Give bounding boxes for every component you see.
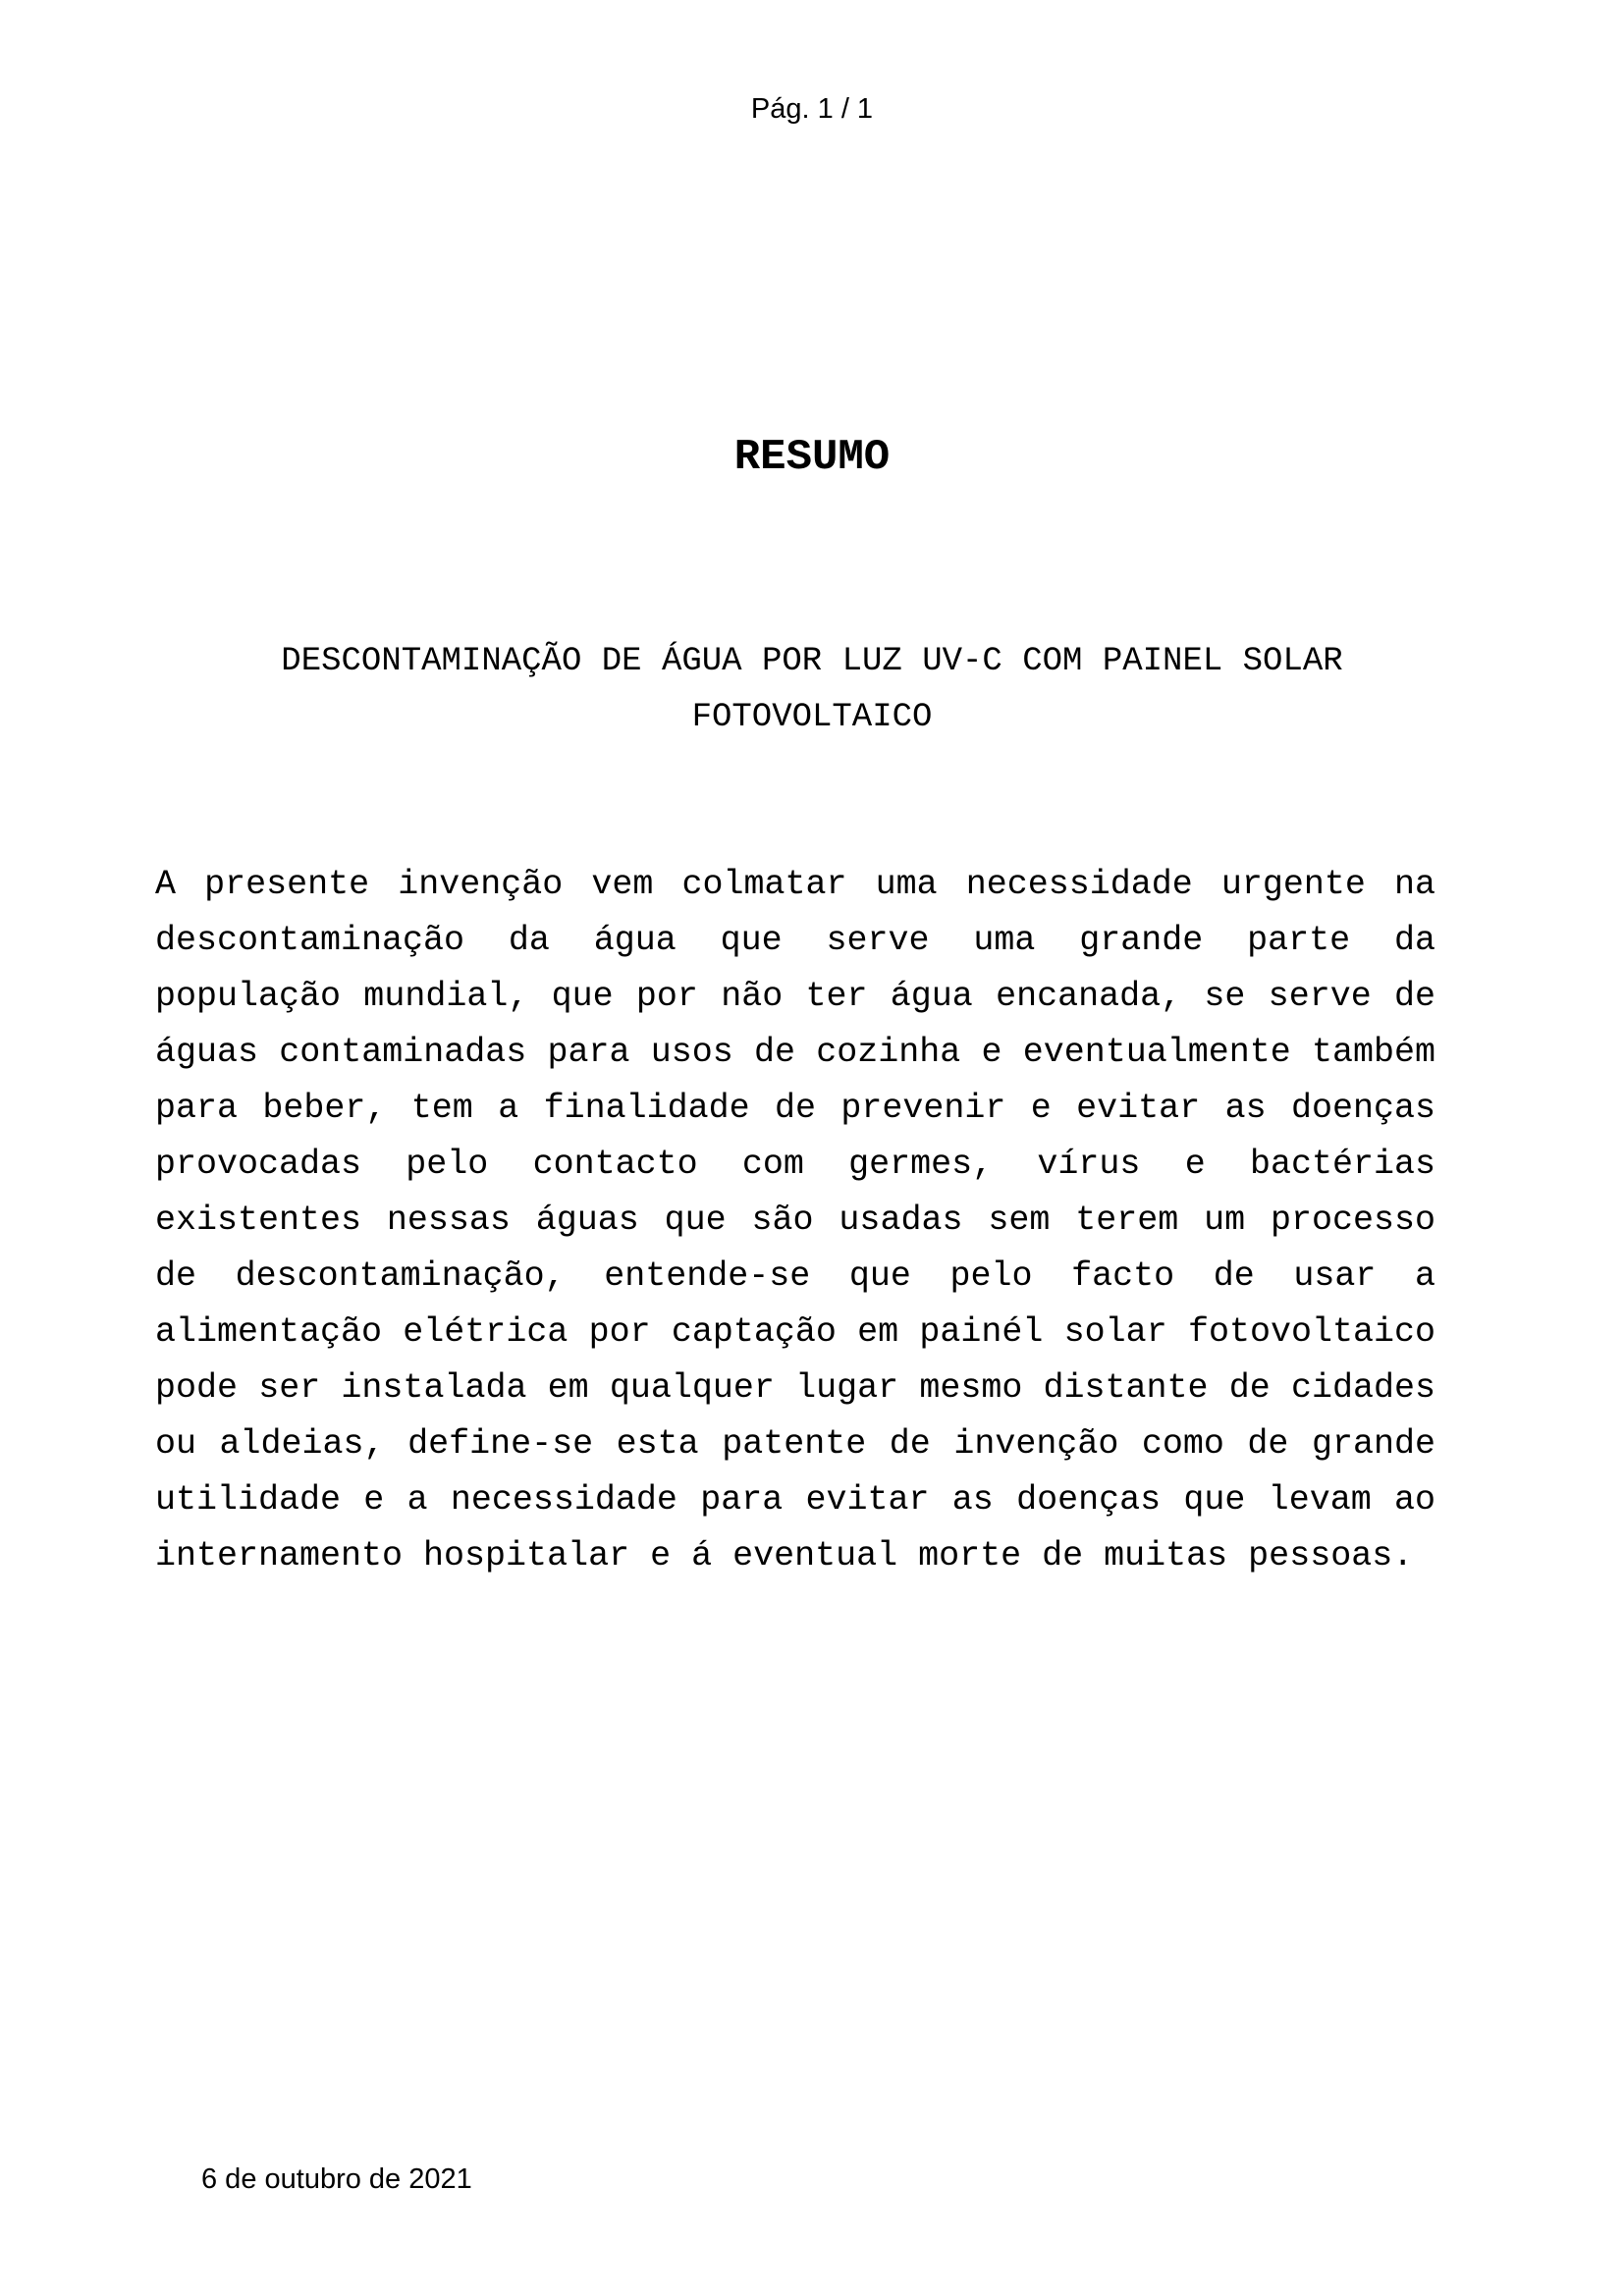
abstract-line: população mundial, que por não ter água encanada, se serve de xyxy=(155,977,1435,1016)
abstract-line: descontaminação da água que serve uma grande parte da xyxy=(155,921,1435,960)
abstract-line: provocadas pelo contacto com germes, vírus e bactérias xyxy=(155,1145,1435,1184)
invention-title-line: DESCONTAMINAÇÃO DE ÁGUA POR LUZ UV-C COM PAINEL SOLAR xyxy=(281,643,1343,680)
abstract-paragraph xyxy=(155,857,1435,1584)
invention-title xyxy=(0,634,1624,746)
abstract-line: internamento hospitalar e á eventual morte de muitas pessoas. xyxy=(155,1536,1414,1575)
abstract-line: de descontaminação, entende-se que pelo facto de usar a xyxy=(155,1256,1435,1296)
abstract-line: ou aldeias, define-se esta patente de invenção como de grande xyxy=(155,1424,1435,1464)
abstract-line: águas contaminadas para usos de cozinha e eventualmente também xyxy=(155,1033,1435,1072)
abstract-line: alimentação elétrica por captação em painél solar fotovoltaico xyxy=(155,1312,1435,1352)
abstract-line: para beber, tem a finalidade de prevenir e evitar as doenças xyxy=(155,1089,1435,1128)
invention-title-line: FOTOVOLTAICO xyxy=(691,699,933,736)
abstract-line: A presente invenção vem colmatar uma necessidade urgente na xyxy=(155,865,1435,904)
page-number-header: Pág. 1 / 1 xyxy=(750,93,874,125)
document-title: RESUMO xyxy=(733,433,891,482)
abstract-line: utilidade e a necessidade para evitar as doenças que levam ao xyxy=(155,1480,1435,1520)
abstract-line: pode ser instalada em qualquer lugar mesmo distante de cidades xyxy=(155,1368,1435,1408)
document-date-footer: 6 de outubro de 2021 xyxy=(201,2163,472,2195)
abstract-line: existentes nessas águas que são usadas sem terem um processo xyxy=(155,1201,1435,1240)
